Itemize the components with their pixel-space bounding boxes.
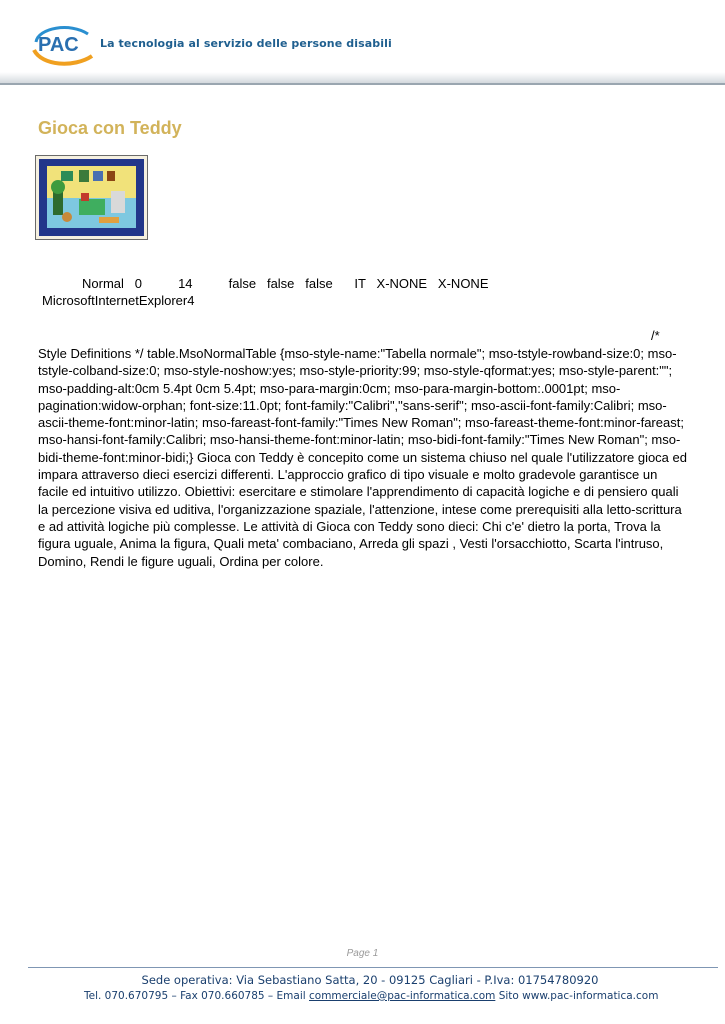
product-image[interactable] <box>35 155 148 240</box>
pac-logo <box>30 20 96 70</box>
contacts-phone-fax: Tel. 070.670795 – Fax 070.660785 – Email <box>84 990 309 1002</box>
footer-divider <box>28 967 718 968</box>
doc-meta-line: Normal 0 14 false false false IT X-NONE X-NONE <box>82 276 489 291</box>
footer-contacts <box>84 990 658 1002</box>
footer-address: Sede operativa: Via Sebastiano Satta, 20 - 09125 Cagliari - P.Iva: 01754780920 <box>141 973 599 987</box>
page-number: Page 1 <box>346 948 379 959</box>
comment-open: /* <box>651 328 660 343</box>
contacts-website: Sito www.pac-informatica.com <box>495 990 659 1002</box>
page-title: Gioca con Teddy <box>38 118 182 138</box>
doc-meta-browser: MicrosoftInternetExplorer4 <box>42 293 195 308</box>
page-header <box>0 0 725 90</box>
body-text: Style Definitions */ table.MsoNormalTable {mso-style-name:"Tabella normale"; mso-tstyle-rowband-size:0; mso-tstyle-colband-size:0; mso-style-noshow:yes; mso-style-priority:99; mso-style-qformat:yes; mso-style-parent:""; mso-padding-alt:0cm 5.4pt 0cm 5.4pt; mso-para-margin:0cm; mso-para-margin-bottom:.0001pt; mso-pagination:widow-orphan; font-size:11.0pt; font-family:"Calibri","sans-serif"; mso-ascii-font-family:Calibri; mso-ascii-theme-font:minor-latin; mso-fareast-font-family:"Times New Roman"; mso-fareast-theme-font:minor-fareast; mso-hansi-font-family:Calibri; mso-hansi-theme-font:minor-latin; mso-bidi-font-family:"Times New Roman"; mso-bidi-theme-font:minor-bidi;} Gioca con Teddy è concepito come un sistema chiuso nel quale l'utilizzatore gioca ed impara attraverso dieci esercizi differenti. L'approccio grafico di tipo visuale e molto gradevole garantisce un facile ed intuitivo utilizzo. Obiettivi: esercitare e stimolare l'apprendimento di capacità logiche e di pensiero quali la percezione visiva ed uditiva, l'organizzazione spaziale, l'attenzione, intese come prerequisiti alla letto-scrittura e ad attività logiche più complesse. Le attività di Gioca con Teddy sono dieci: Chi c'e' dietro la porta, Trova la figura uguale, Anima la figura, Quali meta' combaciano, Arreda gli spazi , Vesti l'orsacchiotto, Scarta l'intruso, Domino, Rendi le figure uguali, Ordina per colore. <box>38 346 687 569</box>
email-link[interactable]: commerciale@pac-informatica.com <box>309 990 496 1002</box>
header-divider <box>0 83 725 85</box>
svg-text:PAC: PAC <box>38 34 79 56</box>
header-tagline: La tecnologia al servizio delle persone disabili <box>100 37 392 50</box>
